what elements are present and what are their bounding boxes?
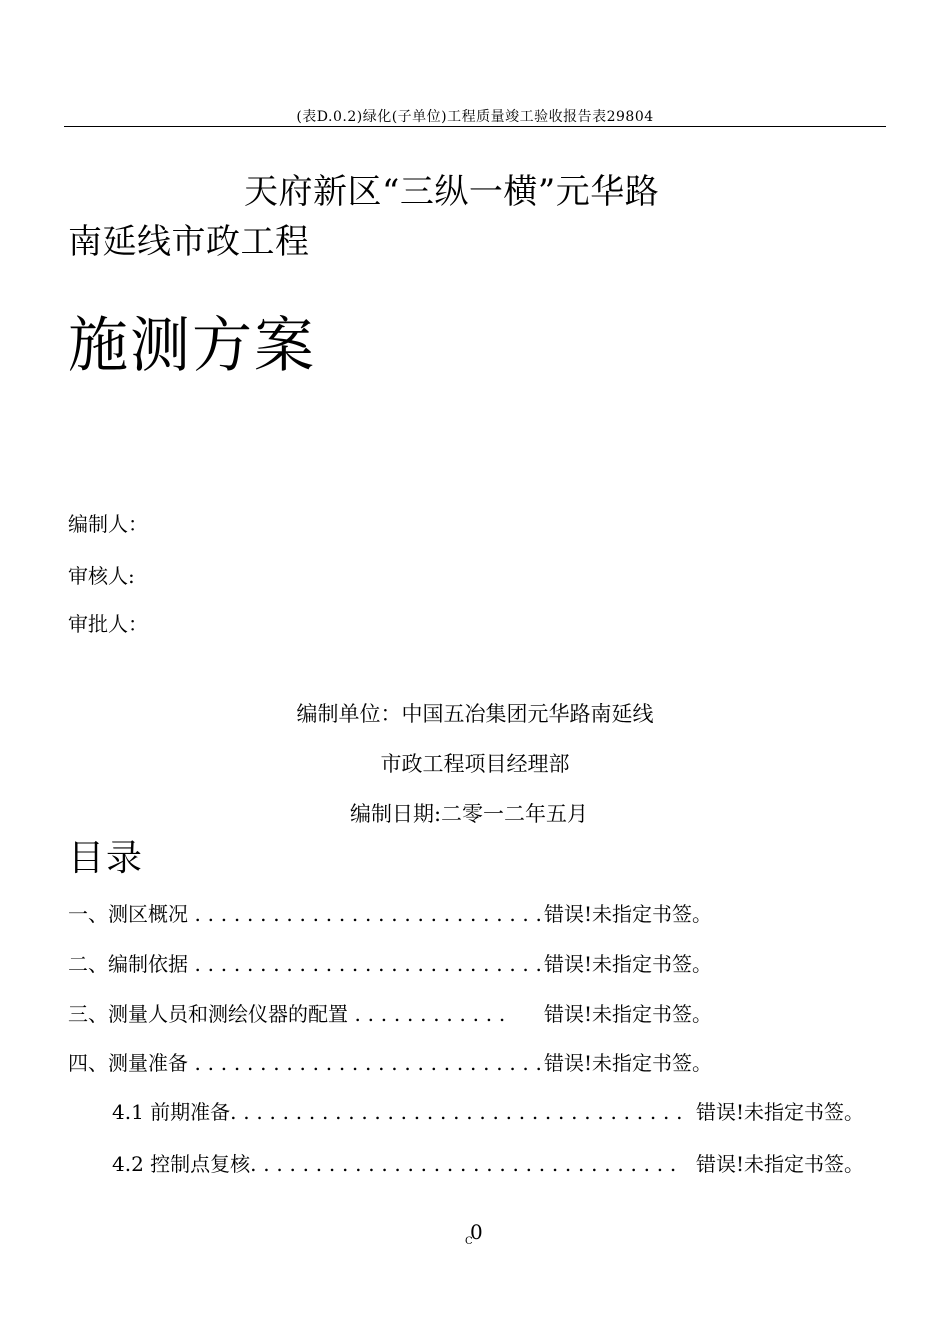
header-rule xyxy=(64,126,886,127)
page-mark: C xyxy=(465,1236,473,1247)
toc-entry-page[interactable]: 错误!未指定书签。 xyxy=(544,1002,713,1026)
preparation-date: 编制日期:二零一二年五月 xyxy=(349,802,589,826)
toc-entry-label: 一、测区概况 xyxy=(68,902,188,926)
toc-title: 目录 xyxy=(68,838,145,879)
toc-leader-dots: . . . . . . . . . . . . . . . . . . . . . . . . . . . . . . . . . xyxy=(250,1152,677,1176)
approved-by-label: 审批人： xyxy=(68,612,148,636)
toc-entry[interactable] xyxy=(68,948,542,977)
toc-leader-dots: . . . . . . . . . . . . . . . . . . . . . . . . . . . xyxy=(188,902,543,926)
project-title-line-1: 天府新区“三纵一横”元华路 xyxy=(244,172,660,212)
toc-entry[interactable] xyxy=(68,898,542,927)
toc-subentry[interactable] xyxy=(112,1096,683,1125)
organization-line-1: 编制单位：中国五冶集团元华路南延线 xyxy=(296,702,654,726)
page-number: 0 xyxy=(470,1220,483,1244)
toc-entry-label: 二、编制依据 xyxy=(68,952,188,976)
running-header: (表D.0.2)绿化(子单位)工程质量竣工验收报告表29804 xyxy=(296,109,654,125)
toc-entry-page[interactable]: 错误!未指定书签。 xyxy=(544,1051,713,1075)
toc-entry[interactable] xyxy=(68,1047,542,1076)
toc-entry-page[interactable]: 错误!未指定书签。 xyxy=(544,952,713,976)
organization-line-2: 市政工程项目经理部 xyxy=(380,752,570,776)
toc-leader-dots: . . . . . . . . . . . . . . . . . . . . . . . . . . . xyxy=(188,952,543,976)
document-title: 施测方案 xyxy=(68,311,316,381)
project-title-line-2: 南延线市政工程 xyxy=(68,222,310,262)
toc-leader-dots: . . . . . . . . . . . . . . . . . . . . . . . . . . . . . . . . . . . xyxy=(230,1100,683,1124)
toc-entry-page[interactable]: 错误!未指定书签。 xyxy=(696,1100,865,1124)
toc-subentry[interactable] xyxy=(112,1148,676,1177)
toc-entry-page[interactable]: 错误!未指定书签。 xyxy=(696,1152,865,1176)
reviewed-by-label: 审核人: xyxy=(68,564,135,588)
toc-entry-label: 四、测量准备 xyxy=(68,1051,188,1075)
toc-entry-label: 4.2 控制点复核 xyxy=(112,1152,251,1176)
prepared-by-label: 编制人： xyxy=(68,512,148,536)
toc-entry-label: 三、测量人员和测绘仪器的配置 xyxy=(68,1002,348,1026)
toc-leader-dots: . . . . . . . . . . . . . . . . . . . . . . . . . . . xyxy=(188,1051,543,1075)
toc-entry-label: 4.1 前期准备 xyxy=(112,1100,231,1124)
toc-entry-page[interactable]: 错误!未指定书签。 xyxy=(544,902,713,926)
toc-leader-dots: . . . . . . . . . . . . xyxy=(348,1002,506,1026)
toc-entry[interactable] xyxy=(68,998,505,1027)
